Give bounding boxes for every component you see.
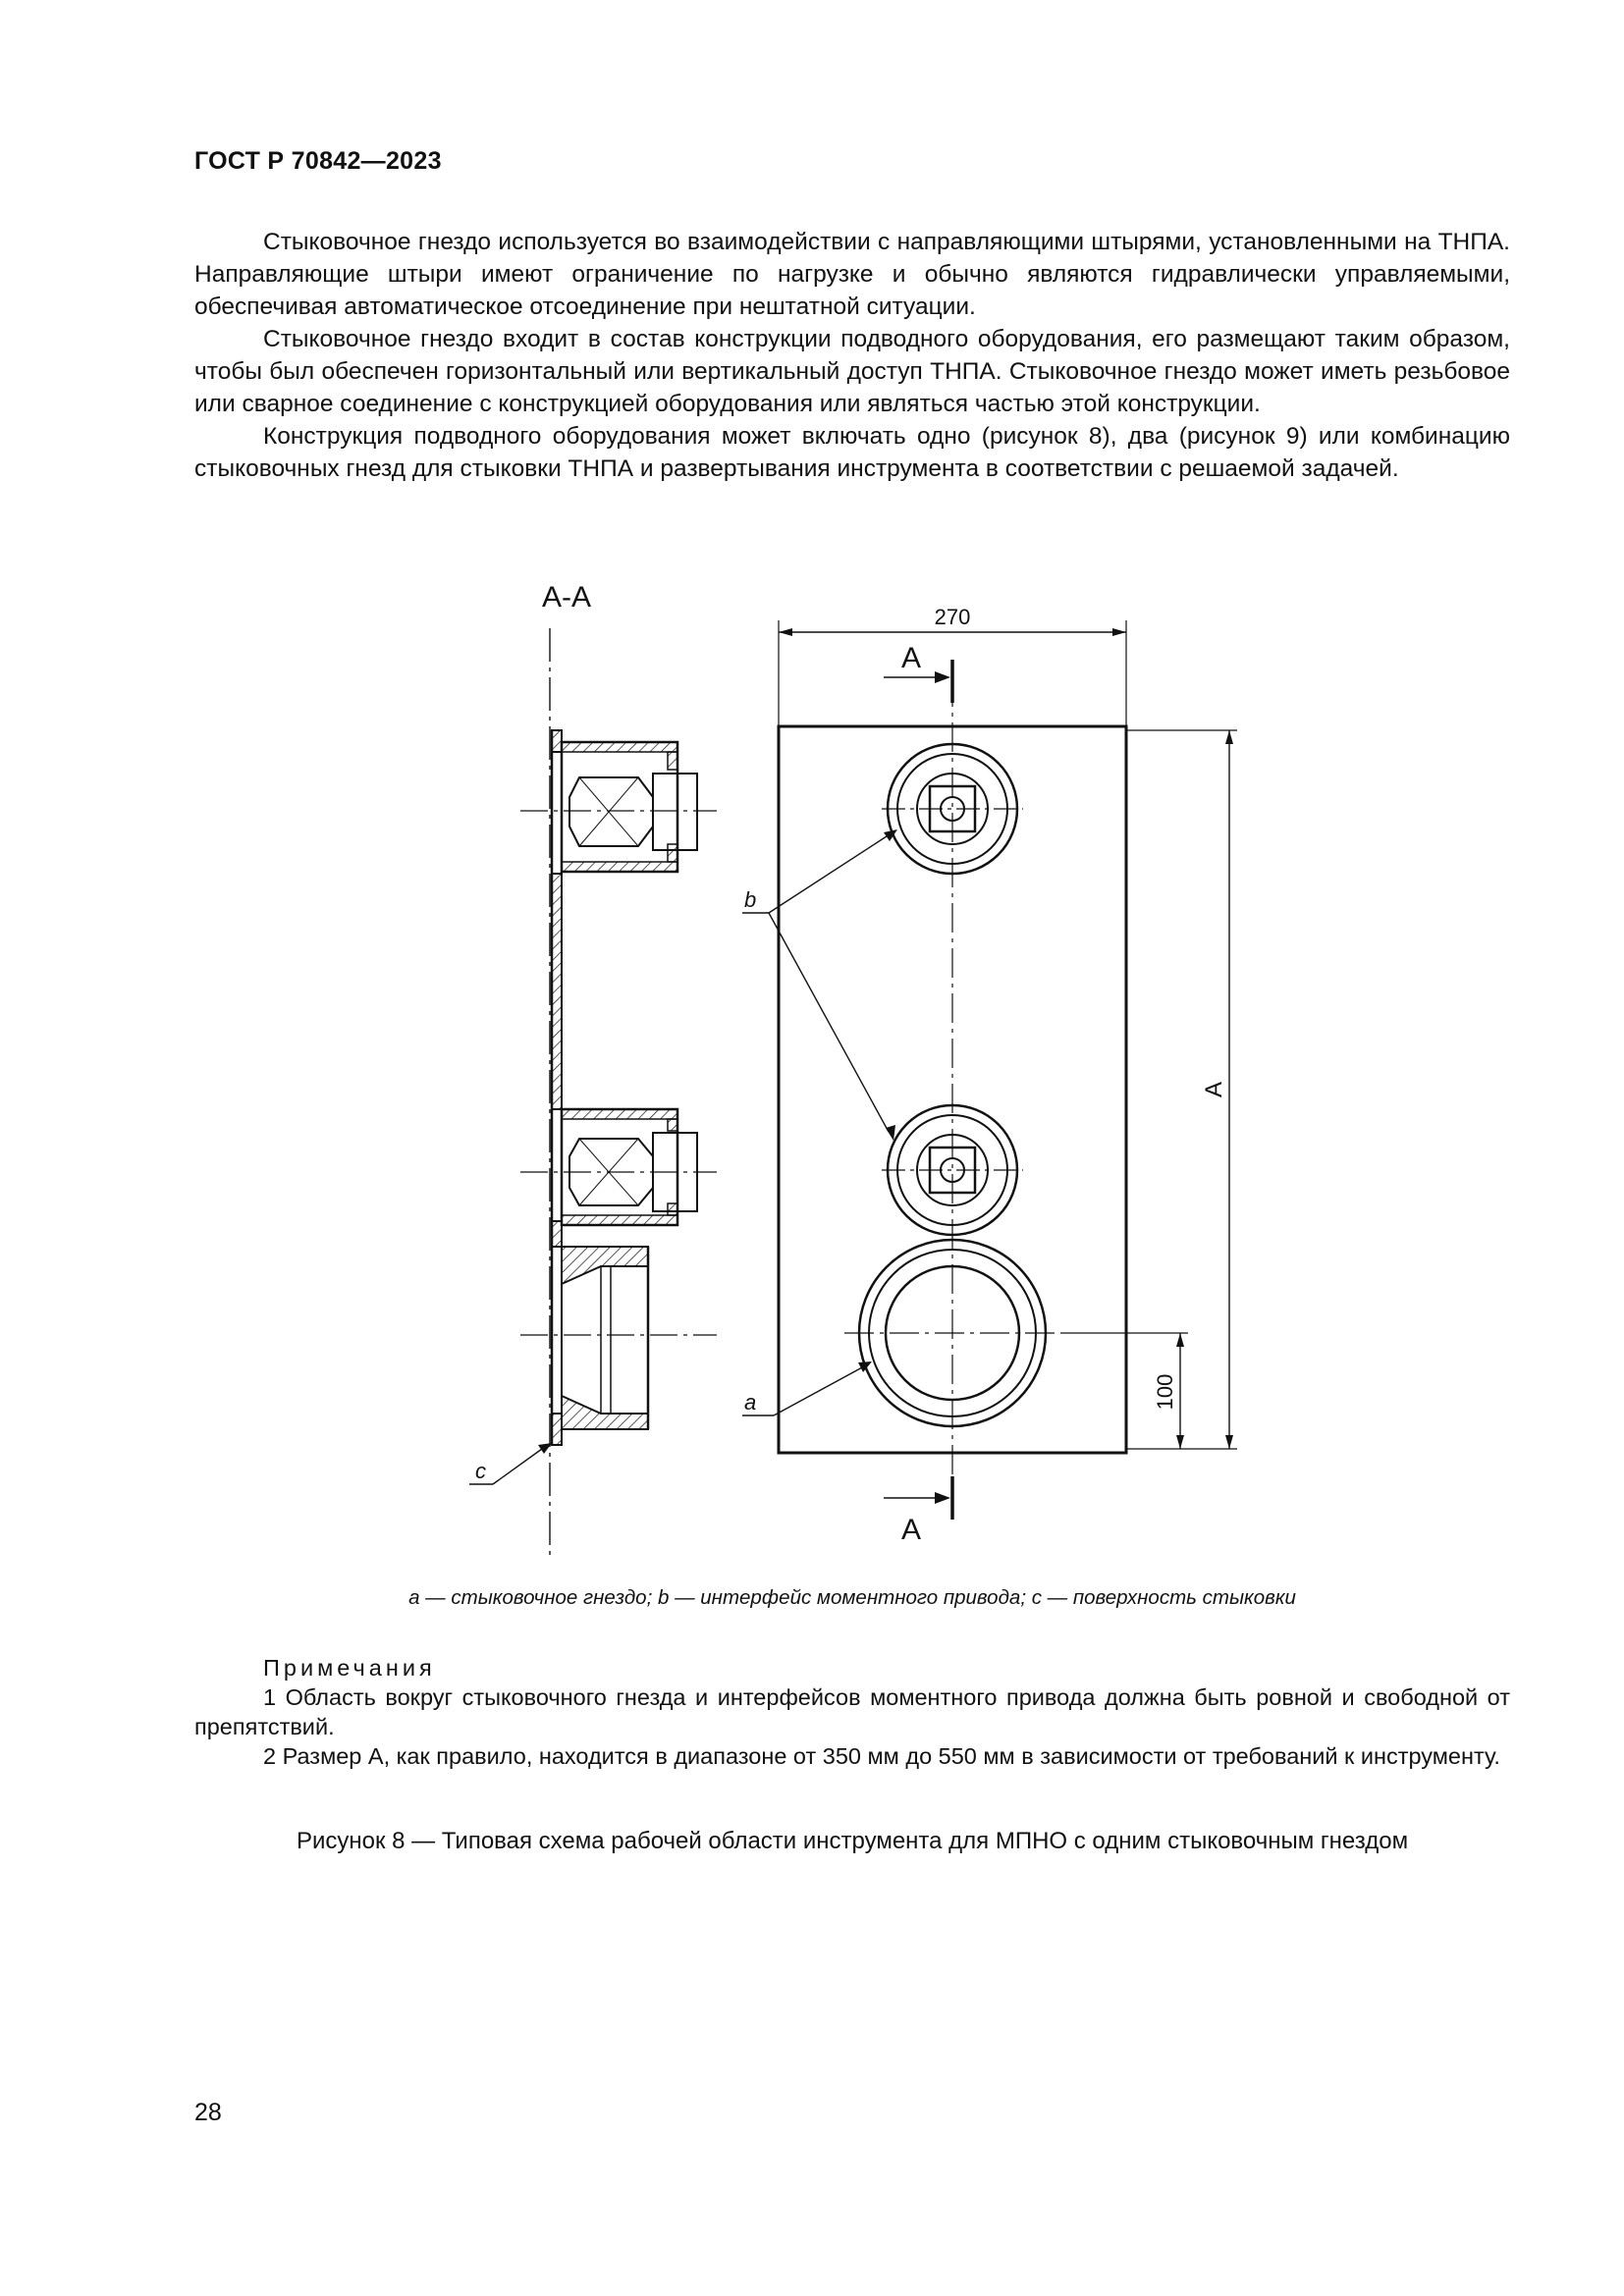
svg-text:270: 270 — [934, 605, 971, 629]
body-text — [194, 226, 1510, 485]
torque-interface-upper — [882, 744, 1023, 874]
paragraph-2: Стыковочное гнездо входит в состав конструкции подводного оборудования, его размещают таким образом, чтобы был обеспечен горизонтальный или вертикальный доступ ТНПА. Стыковочное гнездо может иметь резьбовое или сварное соединение с конструкцией оборудования или являться частью этой конструкции. — [194, 326, 1510, 417]
figure-8-drawing — [432, 569, 1276, 1566]
svg-text:a: a — [744, 1390, 757, 1415]
notes-title: Примечания — [263, 1655, 436, 1681]
callout-c — [469, 1443, 552, 1484]
dimension-offset — [1060, 1333, 1188, 1449]
cut-marker-top — [884, 642, 952, 703]
cut-marker-bottom — [884, 1476, 952, 1546]
document-header: ГОСТ Р 70842—2023 — [194, 147, 442, 175]
note-2: 2 Размер А, как правило, находится в диапазоне от 350 мм до 550 мм в зависимости от требований к инструменту. — [263, 1743, 1500, 1769]
figure-caption: Рисунок 8 — Типовая схема рабочей области инструмента для МПНО с одним стыковочным гнездом — [296, 1828, 1409, 1854]
svg-text:А: А — [900, 642, 922, 674]
technical-drawing — [432, 569, 1276, 1566]
note-1: 1 Область вокруг стыковочного гнезда и интерфейсов моментного привода должна быть ровной и свободной от препятствий. — [194, 1684, 1510, 1739]
section-label: А-А — [541, 581, 592, 614]
notes-block — [194, 1653, 1510, 1771]
callout-b — [742, 829, 897, 1141]
figure-legend: а — стыковочное гнездо; b — интерфейс моментного привода; с — поверхность стыковки — [408, 1586, 1296, 1609]
torque-interface-lower — [882, 1105, 1023, 1235]
page-number: 28 — [194, 2099, 222, 2126]
svg-text:c: c — [475, 1459, 486, 1483]
paragraph-1: Стыковочное гнездо используется во взаимодействии с направляющими штырями, установленными на ТНПА. Направляющие штыри имеют ограничение по нагрузке и обычно являются гидравлически управляемыми, обеспечивая автоматическое отсоединение при нештатной ситуации. — [194, 229, 1510, 320]
svg-text:А: А — [1201, 1081, 1227, 1098]
callout-a — [742, 1362, 872, 1415]
svg-text:b: b — [744, 887, 757, 912]
svg-text:100: 100 — [1153, 1373, 1177, 1411]
svg-text:А: А — [900, 1514, 922, 1546]
paragraph-3: Конструкция подводного оборудования может включать одно (рисунок 8), два (рисунок 9) или комбинацию стыковочных гнезд для стыковки ТНПА и развертывания инструмента в соответствии с решаемой задачей. — [194, 423, 1510, 482]
docking-plate-section — [552, 730, 562, 1445]
